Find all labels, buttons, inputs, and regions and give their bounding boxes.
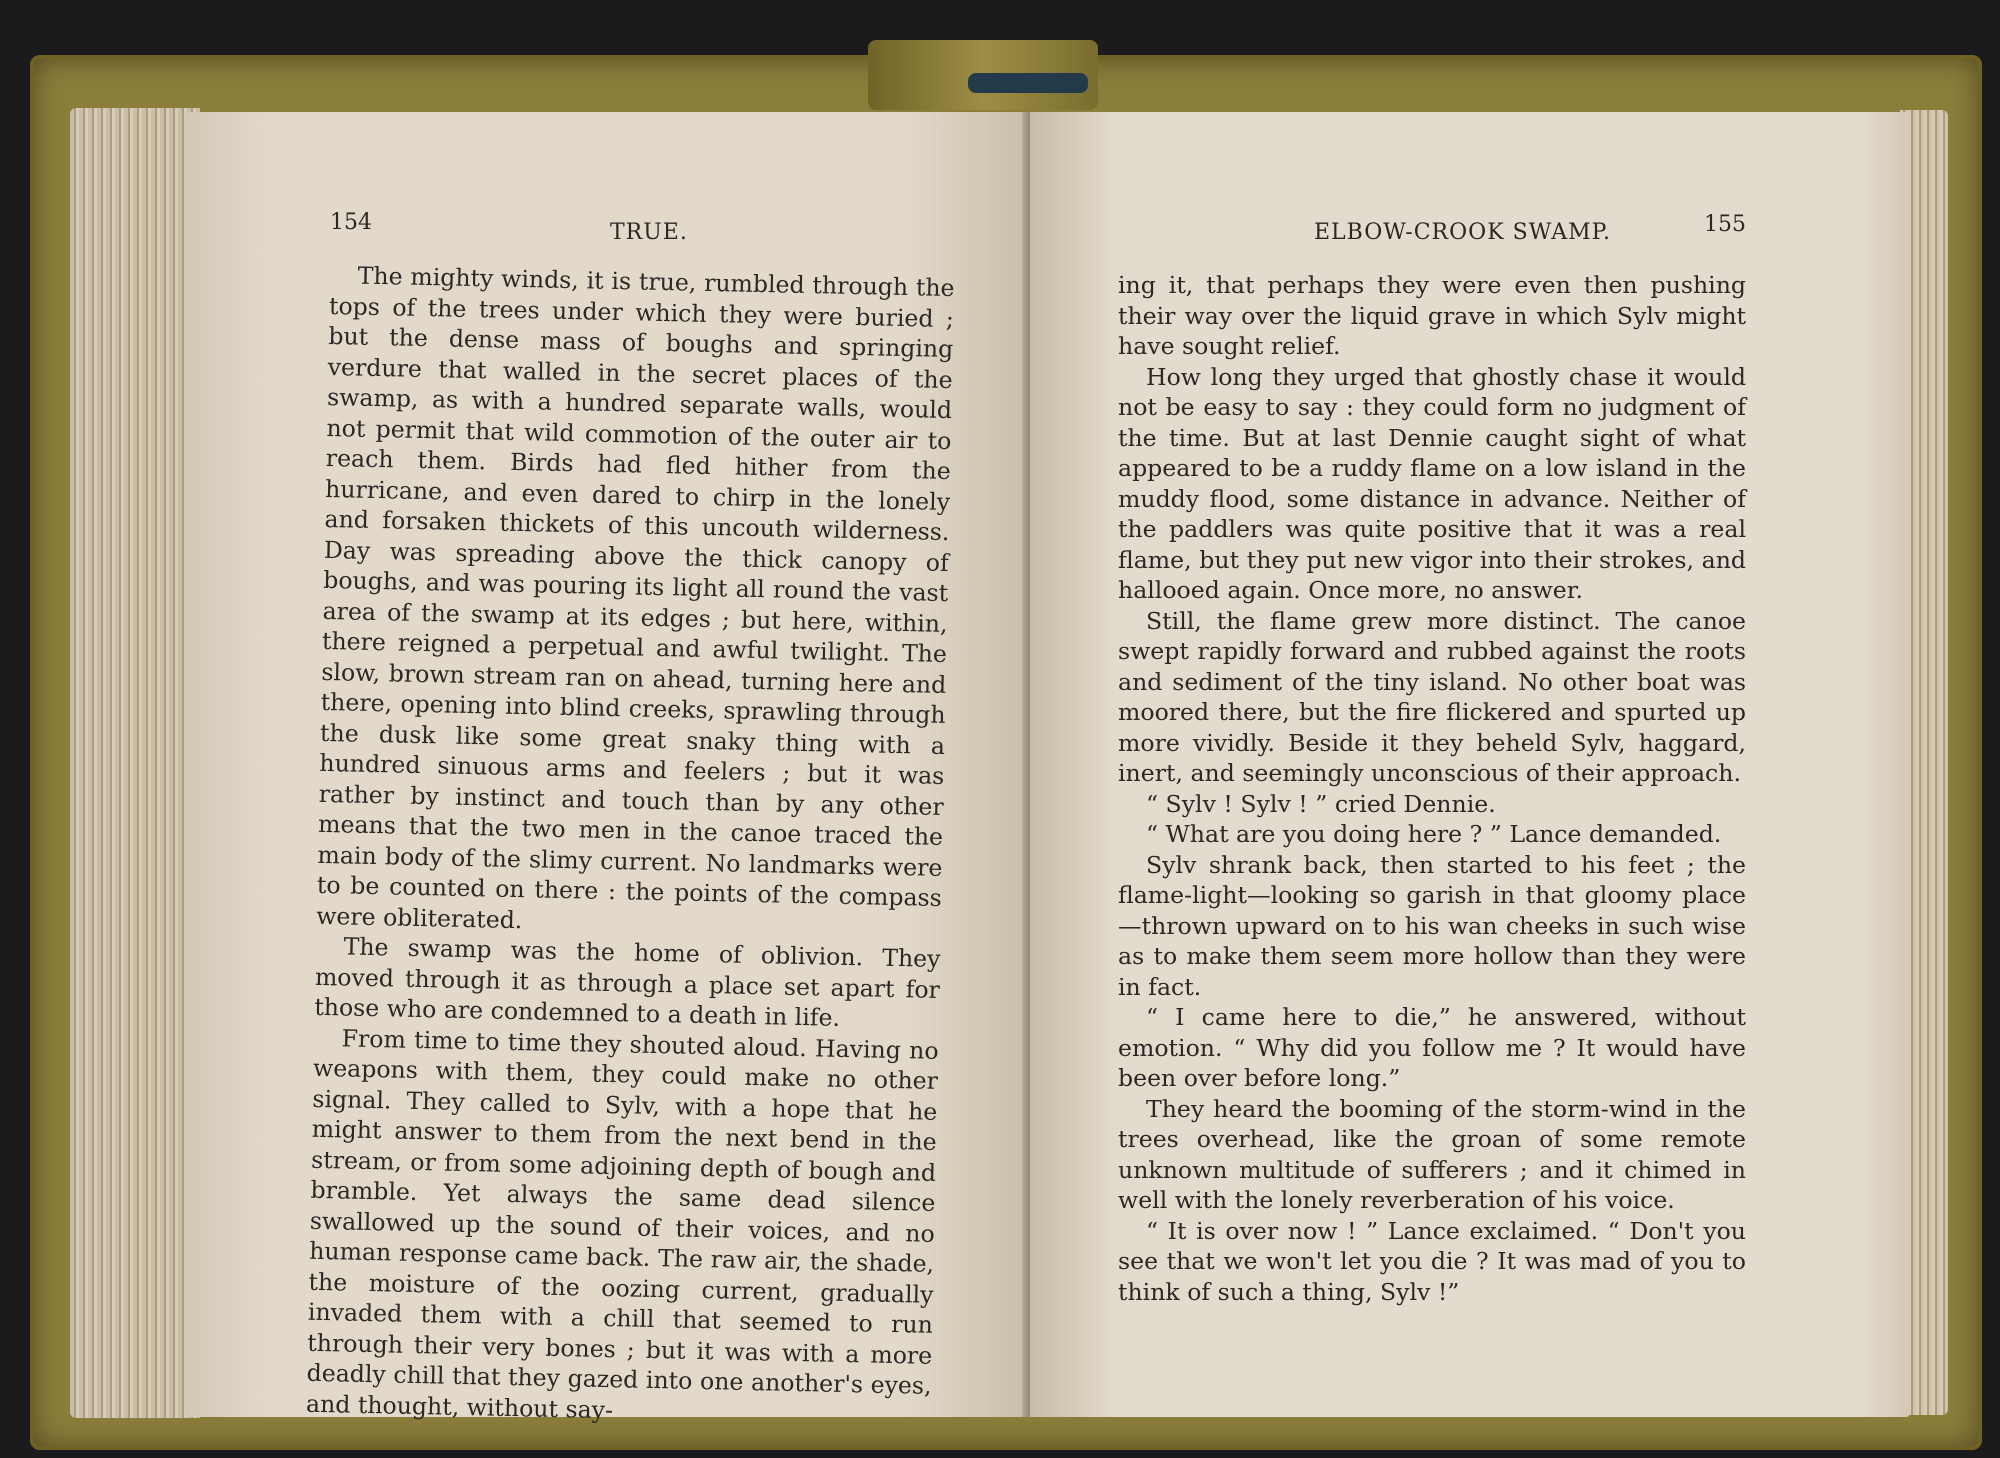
page-number-left: 154	[330, 210, 372, 235]
paragraph: “ What are you doing here ? ” Lance demanded.	[1146, 820, 1722, 848]
running-head-left: TRUE.	[610, 220, 688, 245]
page-edges-left	[70, 108, 200, 1418]
page-number-right: 155	[1704, 212, 1746, 237]
paragraph: The swamp was the home of oblivion. They moved through it as through a place set apart for those who are condemned to a death in life.	[314, 932, 941, 1032]
right-page-text	[1118, 270, 1746, 1307]
paragraph: The mighty winds, it is true, rumbled through the tops of the trees under which they were buried ; but the dense mass of boughs and springing verdure that walled in the secret places of the swamp, as with a hundred separate walls, would not permit that wild commotion of the outer air to reach them. Birds had fled hither from the hurricane, and even dared to chirp in the lonely and forsaken thickets of this uncouth wilderness. Day was spreading above the thick canopy of boughs, and was pouring its light all round the vast area of the swamp at its edges ; but here, within, there reigned a perpetual and awful twilight. The slow, brown stream ran on ahead, turning here and there, opening into blind creeks, sprawling through the dusk like some great snaky thing with a hundred sinuous arms and feelers ; but it was rather by instinct and touch than by any other means that the two men in the canoe traced the main body of the slimy current. No landmarks were to be counted on there : the points of the compass were obliterated.	[315, 261, 955, 934]
paragraph: “ I came here to die,” he answered, without emotion. “ Why did you follow me ? It would have been over before long.”	[1118, 1003, 1746, 1092]
left-page	[185, 112, 1030, 1424]
left-page-text	[306, 260, 955, 1432]
paragraph: How long they urged that ghostly chase it would not be easy to say : they could form no judgment of the time. But at last Dennie caught sight of what appeared to be a ruddy flame on a low island in the muddy flood, some distance in advance. Neither of the paddlers was quite positive that it was a real flame, but they put new vigor into their strokes, and hallooed again. Once more, no answer.	[1118, 362, 1746, 604]
paragraph: Sylv shrank back, then started to his feet ; the flame-light—looking so garish in that gloomy place—thrown upward on to his wan cheeks in such wise as to make them seem more hollow than they were in fact.	[1118, 850, 1746, 1001]
paragraph: Still, the flame grew more distinct. The canoe swept rapidly forward and rubbed against the roots and sediment of the tiny island. No other boat was moored there, but the fire flickered and spurted up more vividly. Beside it they beheld Sylv, haggard, inert, and seemingly unconscious of their approach.	[1118, 606, 1746, 787]
paragraph: ing it, that perhaps they were even then pushing their way over the liquid grave in which Sylv might have sought relief.	[1118, 271, 1746, 360]
paragraph: “ It is over now ! ” Lance exclaimed. “ Don't you see that we won't let you die ? It was mad of you to think of such a thing, Sylv !”	[1118, 1216, 1746, 1306]
running-head-right: ELBOW-CROOK SWAMP.	[1314, 220, 1611, 245]
paragraph: They heard the booming of the storm-wind in the trees overhead, like the groan of some remote unknown multitude of sufferers ; and it chimed in well with the lonely reverberation of his voice.	[1118, 1094, 1746, 1214]
paragraph: “ Sylv ! Sylv ! ” cried Dennie.	[1146, 789, 1496, 818]
paragraph: From time to time they shouted aloud. Having no weapons with them, they could make no other signal. They called to Sylv, with a hope that he might answer to them from the next bend in the stream, or from some adjoining depth of bough and bramble. Yet always the same dead silence swallowed up the sound of their voices, and no human response came back. The raw air, the shade, the moisture of the oozing current, gradually invaded them with a chill that seemed to run through their very bones ; but it was with a more deadly chill that they gazed into one another's eyes, and thought, without say-	[305, 1023, 939, 1424]
right-page	[1030, 112, 1910, 1417]
headband	[968, 73, 1088, 93]
